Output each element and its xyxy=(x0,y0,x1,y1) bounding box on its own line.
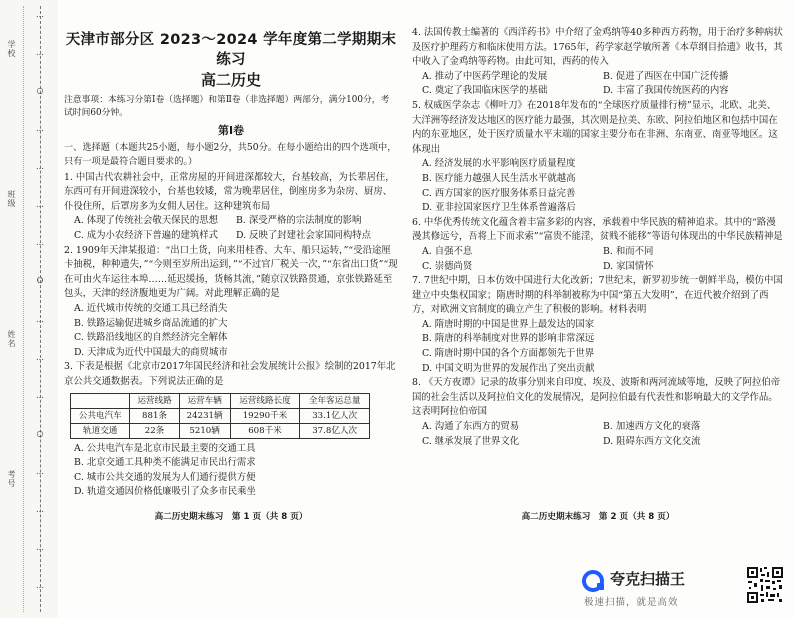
question-4 xyxy=(412,26,784,99)
table-cell: 24231辆 xyxy=(179,408,230,423)
option-d[interactable]: D. 家国情怀 xyxy=(603,260,654,272)
seal-mark: … xyxy=(36,10,44,19)
table-cell: 881条 xyxy=(130,408,179,423)
question-8 xyxy=(412,376,784,449)
question-stem: 6. 中华优秀传统文化蕴含着丰富多彩的内容，承载着中华民族的精神追求。其中的“路漫漫其修远兮，吾将上下而求索”“富贵不能淫，贫贱不能移”等语句体现出的中华民族精神是 xyxy=(412,216,783,243)
table-header-row xyxy=(71,393,370,408)
option-b[interactable]: B. 深受严格的宗法制度的影响 xyxy=(236,215,362,227)
option-d[interactable]: D. 中国文明为世界的发展作出了突出贡献 xyxy=(422,362,595,374)
seal-line-outer xyxy=(23,6,24,612)
seal-mark: … xyxy=(36,466,44,476)
volume-heading: 第Ⅰ卷 xyxy=(217,124,245,137)
question-stem: 4. 法国传教士编著的《西洋药书》中介绍了金鸡纳等40多种西方药物，用于治疗多种病状及医疗护理药方和临床使用方法。1765年，药学家赵学敏所著《本草纲目拾遗》收书，其中收入了金鸡纳等药物。由此可知，西药的传入 xyxy=(412,27,783,68)
option-d[interactable]: D. 轨道交通因价格低廉吸引了众多市民乘坐 xyxy=(74,486,256,498)
question-stem: 8. 《天方夜谭》记录的故事分别来自印度、埃及、波斯和两河流域等地，反映了阿拉伯帝国的社会生活以及阿拉伯文化的发展情况，是阿拉伯最有代表性和影响最大的文学作品。这表明阿拉伯帝国 xyxy=(412,377,781,418)
option-c[interactable]: C. 成为小农经济下普遍的建筑样式 xyxy=(74,229,219,241)
table-row xyxy=(71,423,370,438)
exam-subject: 高二历史 xyxy=(200,71,261,89)
option-b[interactable]: B. 医疗能力越强人民生活水平就越高 xyxy=(422,172,576,184)
option-a[interactable]: A. 经济发展的水平影响医疗质量程度 xyxy=(422,158,576,170)
question-options xyxy=(412,70,784,99)
seal-mark: … xyxy=(36,162,44,172)
exam-title: 天津市部分区 2023～2024 学年度第二学期期末练习 xyxy=(65,32,397,68)
seal-line-marks xyxy=(32,10,48,590)
table-cell: 5210辆 xyxy=(179,423,230,438)
scanner-watermark xyxy=(582,566,732,610)
scanner-slogan: 极速扫描，就是高效 xyxy=(584,597,679,608)
binding-field-name: 姓名 xyxy=(7,330,16,348)
option-b[interactable]: B. 隋唐的科举制度对世界的影响非常深远 xyxy=(422,333,595,345)
option-d[interactable]: D. 天津成为近代中国最大的商贸城市 xyxy=(74,346,228,358)
question-stem: 2. 1909年天津某报道：“出口土货，向来用桂香、大车、船只运转，”“受沿途厘卡抽税，种种遗失，”“今则至岁所出运到，”“不过官厂税关一次，”“东省出口货”“现在可由火车运往本埠……延迟缓扬，货畅其流，”随京汉铁路贯通，京张铁路延至包头，天津的经济腹地更为广阔。对此理解正确的是 xyxy=(64,244,398,300)
binding-margin xyxy=(0,0,58,618)
option-d[interactable]: D. 阻碍东西方文化交流 xyxy=(603,435,701,447)
scanner-logo-icon xyxy=(582,570,604,592)
question-stem: 3. 下表是根据《北京市2017年国民经济和社会发展统计公报》绘制的2017年北京公共交通数据表。下列说法正确的是 xyxy=(64,361,396,387)
page-1 xyxy=(64,0,398,500)
table-cell: 公共电汽车 xyxy=(71,408,130,423)
table-header-cell: 运营线路 xyxy=(130,393,179,408)
option-c[interactable]: C. 城市公共交通的发展为人们通行提供方便 xyxy=(74,471,256,483)
question-options xyxy=(412,245,784,274)
table-cell: 33.1亿人次 xyxy=(300,408,370,423)
seal-mark: … xyxy=(36,238,44,248)
option-b[interactable]: B. 和而不同 xyxy=(603,245,654,257)
seal-mark: O xyxy=(36,276,44,286)
table-cell: 608千米 xyxy=(230,423,300,438)
scanner-brand-name: 夸克扫描王 xyxy=(610,570,686,588)
seal-mark: ○ xyxy=(36,86,44,96)
table-header-cell: 运营车辆 xyxy=(179,393,230,408)
option-a[interactable]: A. 推动了中医药学理论的发展 xyxy=(422,70,548,82)
question-5 xyxy=(412,99,784,216)
question-options xyxy=(412,420,784,449)
question-2 xyxy=(64,244,398,361)
seal-mark: … xyxy=(36,542,44,552)
option-a[interactable]: A. 体现了传统社会敬天保民的思想 xyxy=(74,215,218,227)
table-header-cell xyxy=(71,393,130,408)
table-header-cell: 全年客运总量 xyxy=(300,393,370,408)
qr-code-icon xyxy=(746,566,784,604)
option-b[interactable]: B. 促进了西医在中国广泛传播 xyxy=(603,70,729,82)
seal-mark: ○ xyxy=(36,428,44,438)
question-stem: 7. 7世纪中期，日本仿效中国进行大化改新；7世纪末，新罗初步统一朝鲜半岛，模仿中国建立中央集权国家；隋唐时期的科举制被称为中国“第五大发明”，在近代被介绍到了西方，对欧洲文官制度的确立产生了积极的影响。材料表明 xyxy=(412,275,783,316)
seal-mark: … xyxy=(36,390,44,400)
option-d[interactable]: D. 丰富了我国传统医药的内容 xyxy=(603,85,729,97)
seal-mark: … xyxy=(36,504,44,514)
option-a[interactable]: A. 近代城市传统的交通工具已经消失 xyxy=(74,302,228,314)
option-a[interactable]: A. 沟通了东西方的贸易 xyxy=(422,421,520,433)
section-intro: 一、选择题（本题共25小题，每小题2分，共50分。在每小题给出的四个选项中，只有一项是最符合题目要求的。） xyxy=(64,141,397,167)
option-b[interactable]: B. 加速西方文化的衰落 xyxy=(603,421,701,433)
option-d[interactable]: D. 反映了封建社会家国同构特点 xyxy=(236,229,372,241)
table-row xyxy=(71,408,370,423)
question-options xyxy=(64,214,398,243)
option-d[interactable]: D. 亚非拉国家医疗卫生体系普遍落后 xyxy=(422,202,576,214)
question-1 xyxy=(64,171,398,244)
seal-mark: … xyxy=(36,580,44,590)
option-c[interactable]: C. 奠定了我国临床医学的基础 xyxy=(422,85,548,97)
binding-field-id: 考号 xyxy=(7,470,16,488)
option-a[interactable]: A. 公共电汽车是北京市民最主要的交通工具 xyxy=(74,442,256,454)
binding-field-class: 班级 xyxy=(7,190,16,208)
table-cell: 37.8亿人次 xyxy=(300,423,370,438)
question-stem: 5. 权威医学杂志《柳叶刀》在2018年发布的“全球医疗质量排行榜”显示，北欧、北美、大洋洲等经济发达地区的医疗能力最强，其次则是拉美、东欧、阿拉伯地区和包括中国在内的东亚地区，处于医疗质量水平末端的国家主要分布在非洲、东南亚、南亚等地区。这体现出 xyxy=(412,99,778,155)
question-6 xyxy=(412,216,784,274)
table-cell: 轨道交通 xyxy=(71,423,130,438)
option-c[interactable]: C. 隋唐时期中国的各个方面都领先于世界 xyxy=(422,348,595,360)
question-stem: 1. 中国古代农耕社会中，正常房屋的开间进深都较大，台基较高，为长辈居住，东西可有开间进深较小，台基也较矮，常为晚辈居住，倒座房多为杂房、厨房、仆役住所，后罩房多为女佣人居住。这种建筑布局 xyxy=(64,171,395,212)
seal-mark: … xyxy=(36,314,44,324)
table-header-cell: 运营线路长度 xyxy=(230,393,300,408)
seal-mark: … xyxy=(36,352,44,362)
question-7 xyxy=(412,274,784,376)
transit-data-table xyxy=(70,393,370,439)
seal-mark: … xyxy=(36,200,44,210)
option-b[interactable]: B. 铁路运输促进城乡商品流通的扩大 xyxy=(74,317,228,329)
seal-mark: … xyxy=(36,124,44,134)
question-3 xyxy=(64,360,398,500)
option-a[interactable]: A. 隋唐时期的中国是世界上最发达的国家 xyxy=(422,318,595,330)
option-c[interactable]: C. 铁路沿线地区的自然经济完全解体 xyxy=(74,332,228,344)
option-c[interactable]: C. 崇德尚贤 xyxy=(422,260,473,272)
binding-field-school: 学校 xyxy=(7,40,16,58)
exam-instructions: 注意事项：本练习分第Ⅰ卷（选择题）和第Ⅱ卷（非选择题）两部分，满分100分，考试时间60分钟。 xyxy=(64,95,390,118)
table-cell: 19290千米 xyxy=(230,408,300,423)
option-a[interactable]: A. 自强不息 xyxy=(422,245,473,257)
option-b[interactable]: B. 北京交通工具种类不能满足市民出行需求 xyxy=(74,457,256,469)
option-c[interactable]: C. 西方国家的医疗服务体系日益完善 xyxy=(422,187,576,199)
seal-mark: … xyxy=(36,48,44,58)
option-c[interactable]: C. 继承发展了世界文化 xyxy=(422,435,520,447)
page-2 xyxy=(412,26,784,449)
page-footer-2: 高二历史期末练习 第 2 页（共 8 页） xyxy=(521,512,675,522)
table-cell: 22条 xyxy=(130,423,179,438)
page-footer-1: 高二历史期末练习 第 1 页（共 8 页） xyxy=(154,512,308,522)
